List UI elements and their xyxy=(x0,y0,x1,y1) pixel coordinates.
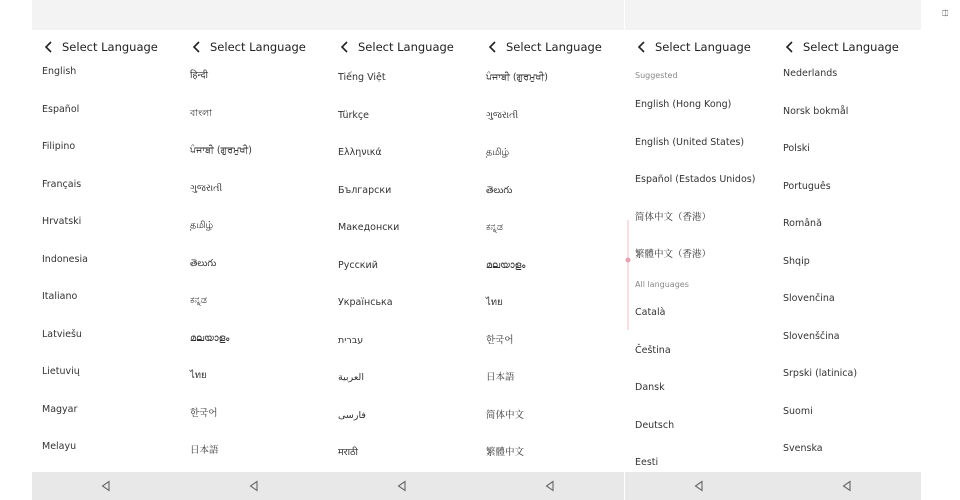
suggested-language-item[interactable]: English (United States) xyxy=(635,136,745,148)
navigation-bar xyxy=(32,472,180,500)
language-item[interactable]: Português xyxy=(783,180,831,192)
status-bar xyxy=(625,0,773,30)
status-bar xyxy=(32,0,180,30)
language-panel-1 xyxy=(32,0,180,500)
language-item[interactable]: Latviešu xyxy=(42,328,82,340)
language-item[interactable]: 简体中文 xyxy=(486,409,525,421)
language-item[interactable]: Ελληνικά xyxy=(338,147,382,158)
chevron-left-icon[interactable] xyxy=(338,40,352,54)
language-item[interactable]: Indonesia xyxy=(42,253,88,265)
language-item[interactable]: فارسی xyxy=(338,409,366,421)
language-item[interactable]: Български xyxy=(338,184,392,196)
back-header[interactable] xyxy=(338,38,454,56)
language-item[interactable]: ไทย xyxy=(190,370,207,381)
language-item[interactable]: Filipino xyxy=(42,141,76,152)
language-item[interactable]: ไทย xyxy=(486,297,503,308)
chevron-left-icon[interactable] xyxy=(783,40,797,54)
back-header[interactable] xyxy=(190,38,306,56)
language-item[interactable]: বাংলা xyxy=(190,107,212,119)
scroll-indicator[interactable] xyxy=(625,220,631,330)
status-bar xyxy=(180,0,328,30)
right-margin xyxy=(956,0,960,500)
language-item[interactable]: Eesti xyxy=(635,457,659,468)
language-item[interactable]: Deutsch xyxy=(635,419,675,431)
triangle-back-icon[interactable] xyxy=(396,480,408,492)
section-header-suggested: Suggested xyxy=(635,71,678,80)
back-header[interactable] xyxy=(486,38,602,56)
chevron-left-icon[interactable] xyxy=(42,40,56,54)
triangle-back-icon[interactable] xyxy=(544,480,556,492)
language-item[interactable]: Dansk xyxy=(635,382,665,393)
language-item[interactable]: Català xyxy=(635,307,666,318)
language-item[interactable]: हिन्दी xyxy=(190,70,208,81)
nfc-icon: ⎅ xyxy=(942,9,949,18)
language-item[interactable]: Română xyxy=(783,218,822,229)
triangle-back-icon[interactable] xyxy=(693,480,705,492)
language-item[interactable]: ਪੰਜਾਬੀ (ਗੁਰਮੁਖੀ) xyxy=(190,145,252,156)
language-item[interactable]: 日本語 xyxy=(486,372,515,383)
language-item[interactable]: עברית xyxy=(338,334,364,346)
status-bar xyxy=(328,0,476,30)
chevron-left-icon[interactable] xyxy=(190,40,204,54)
language-item[interactable]: Nederlands xyxy=(783,68,838,79)
language-item[interactable]: తెలుగు xyxy=(190,257,217,269)
language-item[interactable]: Türkçe xyxy=(338,109,369,121)
language-item[interactable]: മലയാളം xyxy=(190,332,230,344)
language-item[interactable]: Lietuvių xyxy=(42,366,80,377)
language-panel-6 xyxy=(773,0,921,500)
language-item[interactable]: Español xyxy=(42,103,80,115)
language-item[interactable]: Українська xyxy=(338,297,393,308)
language-item[interactable]: Italiano xyxy=(42,291,78,302)
language-item[interactable]: Svenska xyxy=(783,443,823,454)
language-item[interactable]: ਪੰਜਾਬੀ (ਗੁਰਮੁਖੀ) xyxy=(486,72,548,83)
language-item[interactable]: Čeština xyxy=(635,344,671,356)
language-panel-2 xyxy=(180,0,328,500)
suggested-language-item[interactable]: 繁體中文（香港） xyxy=(635,249,712,260)
language-item[interactable]: Suomi xyxy=(783,405,813,417)
chevron-left-icon[interactable] xyxy=(635,40,649,54)
navigation-bar xyxy=(328,472,476,500)
language-panel-4 xyxy=(476,0,624,500)
language-panel-3 xyxy=(328,0,476,500)
language-item[interactable]: Hrvatski xyxy=(42,216,82,227)
language-item[interactable]: മലയാളം xyxy=(486,259,526,271)
suggested-language-item[interactable]: 简体中文（香港） xyxy=(635,211,712,223)
language-item[interactable]: Русский xyxy=(338,259,378,271)
language-item[interactable]: Norsk bokmål xyxy=(783,105,849,117)
navigation-bar xyxy=(625,472,773,500)
page-title: Select Language xyxy=(358,40,454,54)
language-item[interactable]: தமிழ் xyxy=(190,220,214,231)
page-title: Select Language xyxy=(655,40,751,54)
language-item[interactable]: ગુજરાતી xyxy=(190,182,223,194)
language-item[interactable]: Tiếng Việt xyxy=(338,72,386,83)
chevron-left-icon[interactable] xyxy=(486,40,500,54)
triangle-back-icon[interactable] xyxy=(248,480,260,492)
page-title: Select Language xyxy=(506,40,602,54)
language-panel-5 xyxy=(625,0,773,500)
language-item[interactable]: Melayu xyxy=(42,441,77,452)
language-item[interactable]: Slovenščina xyxy=(783,330,840,342)
language-item[interactable]: తెలుగు xyxy=(486,184,513,196)
navigation-bar xyxy=(476,472,624,500)
language-item[interactable]: ગુજરાતી xyxy=(486,109,519,121)
page-title: Select Language xyxy=(210,40,306,54)
language-item[interactable]: Français xyxy=(42,178,82,190)
suggested-language-item[interactable]: Español (Estados Unidos) xyxy=(635,174,756,185)
triangle-back-icon[interactable] xyxy=(841,480,853,492)
suggested-language-item[interactable]: English (Hong Kong) xyxy=(635,99,732,110)
language-item[interactable]: 日本語 xyxy=(190,445,219,456)
left-margin xyxy=(0,0,32,500)
language-item[interactable]: Magyar xyxy=(42,403,78,415)
language-item[interactable]: Shqip xyxy=(783,255,810,267)
section-header-all-languages: All languages xyxy=(635,280,689,289)
page-title: Select Language xyxy=(62,40,158,54)
language-item[interactable]: English xyxy=(42,66,77,77)
language-item[interactable]: ಕನ್ನಡ xyxy=(190,295,207,306)
back-header[interactable] xyxy=(635,38,751,56)
status-bar xyxy=(476,0,624,30)
language-item[interactable]: मराठी xyxy=(338,447,359,458)
back-header[interactable] xyxy=(42,38,158,56)
navigation-bar xyxy=(773,472,921,500)
language-item[interactable]: Polski xyxy=(783,143,810,154)
triangle-back-icon[interactable] xyxy=(100,480,112,492)
page-title: Select Language xyxy=(803,40,899,54)
language-item[interactable]: 한국어 xyxy=(190,407,218,419)
navigation-bar xyxy=(180,472,328,500)
language-item[interactable]: 한국어 xyxy=(486,334,514,346)
status-bar xyxy=(773,0,921,30)
language-item[interactable]: ಕನ್ನಡ xyxy=(486,222,503,233)
back-header[interactable] xyxy=(783,38,899,56)
language-item[interactable]: Македонски xyxy=(338,222,400,233)
language-item[interactable]: العربية xyxy=(338,372,364,383)
language-item[interactable]: Srpski (latinica) xyxy=(783,368,858,379)
language-item[interactable]: Slovenčina xyxy=(783,293,835,304)
language-item[interactable]: 繁體中文 xyxy=(486,447,525,458)
language-item[interactable]: தமிழ் xyxy=(486,147,510,158)
